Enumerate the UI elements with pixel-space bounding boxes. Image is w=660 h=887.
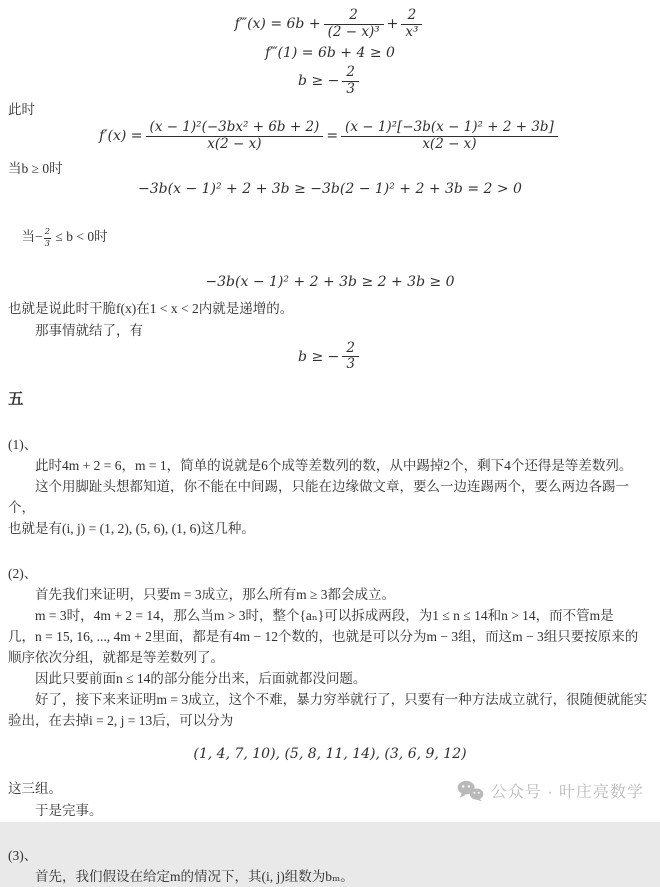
part1-label: (1)、 xyxy=(8,436,38,452)
formula-f-triple-prime-1: f‴(1) = 6b + 4 ≥ 0 xyxy=(265,45,395,62)
text-line: 好了，接下来来证明m = 3成立，这个不难，暴力穷举就行了，只要有一种方法成立就行，很随便就能实 xyxy=(8,691,648,707)
formula-inequality-b-nonnegative: −3b(x − 1)² + 2 + 3b ≥ −3b(2 − 1)² + 2 + 3b = 2 > 0 xyxy=(138,181,522,198)
section-five-heading: 五 xyxy=(8,390,24,408)
wrap-up-text: 那事情就结了，有 xyxy=(8,322,143,338)
text-line: 这个用脚趾头想都知道，你不能在中间踢，只能在边缘做文章，要么一边连踢两个，要么两边各踢一个， xyxy=(8,478,629,515)
text-line: 于是完事。 xyxy=(8,802,103,818)
watermark-label: 公众号 · 叶庄亮数学 xyxy=(490,784,644,801)
part3-paragraph xyxy=(8,866,652,887)
text-line: 也就是有(i, j) = (1, 2), (5, 6), (1, 6)这几种。 xyxy=(8,520,255,536)
formula-inequality-b-negative: −3b(x − 1)² + 2 + 3b ≥ 2 + 3b ≥ 0 xyxy=(205,273,455,290)
text-line: 首先我们来证明，只要m = 3成立，那么所有m ≥ 3都会成立。 xyxy=(8,586,396,602)
formula-b-final-bound xyxy=(8,341,652,373)
formula-b-lower-bound xyxy=(8,65,652,97)
text-line: 验出，在去掉i = 2, j = 13后，可以分为 xyxy=(8,712,234,728)
math-text: b ≥ − xyxy=(298,348,340,365)
fraction-denominator: 3 xyxy=(346,356,355,373)
part2-label: (2)、 xyxy=(8,565,38,581)
text-line: 这三组。 xyxy=(8,780,62,796)
math-text: + xyxy=(386,16,399,33)
formula-f-prime-x xyxy=(8,120,652,152)
fraction-numerator: 2 xyxy=(44,227,51,238)
fraction-numerator: 2 xyxy=(401,8,422,25)
part2-paragraph xyxy=(8,584,652,731)
fraction-denominator: x(2 − x) xyxy=(422,135,477,152)
watermark xyxy=(457,779,644,802)
math-text: f‴(x) = 6b + xyxy=(234,16,321,33)
part3-label: (3)、 xyxy=(8,847,38,863)
fraction xyxy=(401,8,422,40)
formula-f-triple-prime-x xyxy=(8,8,652,40)
conclusion-increasing: 也就是说此时干脆f(x)在1 < x < 2内就是递增的。 xyxy=(8,300,294,316)
fraction-denominator: 3 xyxy=(44,238,51,249)
fraction xyxy=(146,120,324,152)
fraction-numerator: 2 xyxy=(342,341,359,358)
fraction-denominator: x(2 − x) xyxy=(207,135,262,152)
fraction xyxy=(341,120,558,152)
text-line: m = 3时，4m + 2 = 14，那么当m > 3时，整个{aₙ}可以拆成两段，为1 ≤ n ≤ 14和n > 14，而不管m是 xyxy=(8,607,614,623)
label-at-this-time: 此时 xyxy=(8,102,35,118)
part1-paragraph xyxy=(8,455,652,539)
fraction xyxy=(342,341,359,373)
fraction-numerator: 2 xyxy=(342,65,359,82)
text-line: 首先，我们假设在给定m的情况下，其(i, j)组数为bₘ。 xyxy=(8,868,354,884)
fraction-numerator: (x − 1)²(−3bx² + 6b + 2) xyxy=(146,120,324,137)
fraction-numerator: (x − 1)²[−3b(x − 1)² + 2 + 3b] xyxy=(341,120,558,137)
formula-three-groups: (1, 4, 7, 10), (5, 8, 11, 14), (3, 6, 9, 12) xyxy=(193,745,467,762)
math-text: b ≥ − xyxy=(298,73,340,90)
fraction xyxy=(342,65,359,97)
fraction-denominator: (2 − x)³ xyxy=(327,23,380,40)
case-b-negative xyxy=(8,205,652,270)
text-line: 因此只要前面n ≤ 14的部分能分出来，后面就都没问题。 xyxy=(8,670,367,686)
text-line: 此时4m + 2 = 6，m = 1，简单的说就是6个成等差数列的数，从中踢掉2个，剩下4个还得是等差数列。 xyxy=(8,457,633,473)
fraction-denominator: x³ xyxy=(405,23,419,40)
fraction-denominator: 3 xyxy=(346,80,355,97)
wechat-icon xyxy=(457,780,484,802)
text-line: 几，n = 15, 16, ..., 4m + 2里面，都是有4m − 12个数的，也就是可以分为m − 3组，而这m − 3组只要按原来的 xyxy=(8,628,639,644)
text-line: 顺序依次分组，就都是等差数列了。 xyxy=(8,649,224,665)
math-text: f′(x) = xyxy=(99,128,143,145)
case-b-nonnegative: 当b ≥ 0时 xyxy=(8,161,63,177)
fraction xyxy=(324,8,384,40)
math-text: = xyxy=(326,128,339,145)
fraction-numerator: 2 xyxy=(324,8,384,25)
case-text: ≤ b < 0时 xyxy=(52,229,108,245)
inline-fraction xyxy=(44,227,51,248)
case-text: 当− xyxy=(21,229,43,245)
